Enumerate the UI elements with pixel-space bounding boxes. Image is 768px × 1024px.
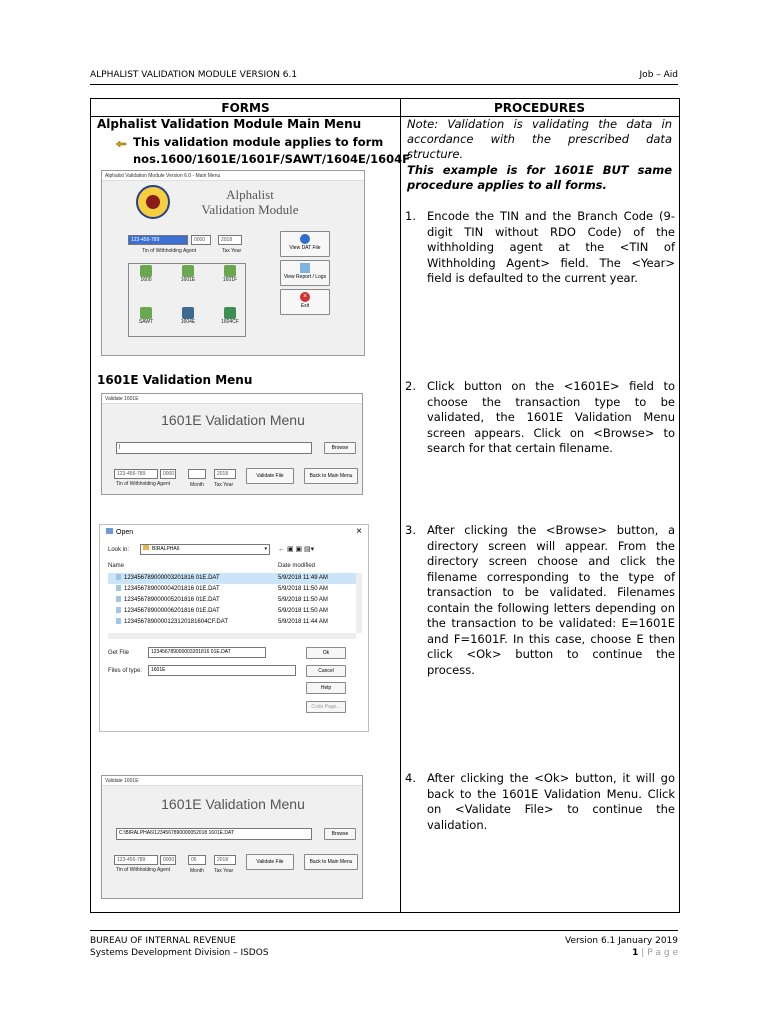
forms-column — [91, 117, 410, 912]
header-right: Job – Aid — [639, 70, 678, 80]
help-button[interactable]: Help — [306, 682, 346, 694]
validate1-heading: 1601E Validation Menu — [161, 412, 305, 428]
validate1-branch-field[interactable]: 0000 — [160, 469, 176, 479]
form-sawt-button[interactable] — [132, 307, 160, 331]
validate1-tin-field[interactable]: 123-456-789 — [114, 469, 158, 479]
form-1600-button[interactable] — [132, 265, 160, 289]
file-date: 5/9/2018 11:50 AM — [278, 597, 328, 603]
lookin-dropdown[interactable] — [140, 544, 270, 555]
example-note: This example is for 1601E BUT same procedure applies to all forms. — [407, 163, 672, 192]
file-name: 123456789000003201816 01E.DAT — [124, 575, 220, 581]
form-1601e-icon — [182, 265, 194, 277]
procedures-column-header: PROCEDURES — [400, 99, 679, 117]
bullet-text-1: This validation module applies to form — [133, 135, 384, 149]
step-4 — [405, 771, 675, 833]
form-1600-icon — [140, 265, 152, 277]
exit-label: Exit — [300, 303, 310, 309]
footer-row-1 — [90, 936, 678, 946]
horizontal-scrollbar[interactable] — [108, 633, 356, 639]
file-date: 5/9/2018 11:49 AM — [278, 575, 328, 581]
main-tin-field[interactable]: 123-456-789 — [128, 235, 188, 245]
chevron-down-icon: ▾ — [264, 546, 267, 552]
col-name-header[interactable]: Name — [108, 563, 125, 569]
nav-toolbar-icons[interactable]: ← ▣ ▣ ▤▾ — [278, 546, 315, 553]
file-list — [108, 573, 356, 628]
validate2-heading: 1601E Validation Menu — [161, 796, 305, 812]
validate2-validate-file-button[interactable]: Validate File — [246, 854, 294, 870]
view-report-button[interactable] — [280, 260, 330, 286]
step-1-number: 1. — [405, 209, 416, 223]
step-3-text: After clicking the <Browse> button, a directory screen will appear. From the directory screen choose and click the filename corresponding to the type of transaction to be validated. Filenames contain the following letters depending on the transaction to be validated: E=1601E and F=1601F. In this case, choose E then click <Ok> button to continue the process. — [427, 523, 675, 677]
main-menu-heading-1: Alphalist — [226, 187, 274, 202]
validate1-browse-button[interactable]: Browse — [324, 442, 356, 454]
file-name: 123456789000004201816 01E.DAT — [124, 586, 220, 592]
form-1601f-label: 1601F — [222, 277, 238, 283]
step-1 — [405, 209, 675, 287]
validate-menu-screenshot-2 — [101, 775, 363, 899]
validate1-window-title: Validate 1601E — [102, 394, 362, 404]
step-2 — [405, 379, 675, 457]
step-2-number: 2. — [405, 379, 416, 393]
bir-seal-logo — [136, 185, 170, 219]
main-tin-label: Tin of Withholding Agent — [142, 248, 197, 254]
validation-menu-title: 1601E Validation Menu — [97, 373, 253, 387]
validate1-month-field[interactable] — [188, 469, 206, 479]
file-icon — [116, 607, 121, 613]
getfile-field[interactable]: 123456789000003201816 01E.DAT — [148, 647, 266, 658]
form-1604cf-button[interactable] — [216, 307, 244, 331]
step-4-number: 4. — [405, 771, 416, 785]
bullet-text-2: nos.1600/1601E/1601F/SAWT/1604E/1604F — [133, 152, 410, 166]
header-rule — [90, 84, 678, 85]
footer-division: Systems Development Division – ISDOS — [90, 948, 269, 958]
open-folder-icon — [106, 528, 113, 534]
bullet-line-1 — [115, 135, 383, 149]
hand-pointer-icon — [115, 138, 127, 148]
file-date: 5/9/2018 11:50 AM — [278, 608, 328, 614]
main-year-field[interactable]: 2018 — [218, 235, 242, 245]
validate2-file-field[interactable]: C:\BIRALPHA6\1234567890000052018 1601E.DAT — [116, 828, 312, 840]
validate1-file-field[interactable]: | — [116, 442, 312, 454]
footer-row-2 — [90, 948, 678, 958]
validate2-window-title: Validate 1601E — [102, 776, 362, 786]
view-report-label: View Report / Logs — [283, 274, 327, 280]
validate2-month-label: Month — [190, 868, 204, 874]
filetype-dropdown[interactable]: 1601E — [148, 665, 296, 676]
form-1604cf-label: 1604CF — [221, 319, 239, 325]
validate2-tin-label: Tin of Withholding Agent — [116, 867, 171, 873]
codepage-button[interactable]: Code Page... — [306, 701, 346, 713]
file-icon — [116, 596, 121, 602]
file-row[interactable] — [108, 573, 356, 584]
main-branch-field[interactable]: 0000 — [191, 235, 211, 245]
validate2-year-label: Tax Year — [214, 868, 234, 874]
validate2-month-field[interactable]: 05 — [188, 855, 206, 865]
page-word: P a g e — [647, 948, 678, 958]
lookin-label: Look in: — [108, 547, 130, 553]
folder-icon — [143, 545, 149, 550]
form-1604e-button[interactable] — [174, 307, 202, 331]
file-icon — [116, 585, 121, 591]
step-2-text: Click button on the <1601E> field to choose the transaction type to be validated, the 1601E Validation Menu screen appears. Click on <Browse> to search for that certain filename. — [427, 379, 675, 455]
view-dat-file-button[interactable] — [280, 231, 330, 257]
file-date: 5/9/2018 11:44 AM — [278, 619, 328, 625]
form-sawt-label: SAWT — [138, 319, 154, 325]
ok-button[interactable]: Ok — [306, 647, 346, 659]
validate1-validate-file-button[interactable]: Validate File — [246, 468, 294, 484]
validate1-back-button[interactable]: Back to Main Menu — [304, 468, 358, 484]
exit-button[interactable] — [280, 289, 330, 315]
file-name: 1234567890000123120181604CF.DAT — [124, 619, 228, 625]
file-row[interactable] — [108, 617, 356, 628]
step-4-text: After clicking the <Ok> button, it will go back to the 1601E Validation Menu. Click on <Validate File> to continue the validation. — [427, 771, 675, 832]
form-1601f-icon — [224, 265, 236, 277]
forms-column-header: FORMS — [91, 99, 400, 117]
page-header — [90, 70, 678, 80]
validate2-tin-field[interactable]: 123-456-789 — [114, 855, 158, 865]
validate2-year-field[interactable]: 2018 — [214, 855, 236, 865]
footer-rule — [90, 930, 678, 931]
open-dialog-title-row — [106, 528, 133, 536]
validate1-month-label: Month — [190, 482, 204, 488]
main-menu-title: Alphalist Validation Module Main Menu — [97, 117, 362, 131]
page-number: 1 — [632, 948, 639, 958]
main-menu-window-title: Alphalist Validation Module Version 6.0 - Main Menu — [102, 171, 364, 181]
file-list-scrollbar[interactable] — [356, 573, 362, 633]
open-dialog-title: Open — [116, 529, 134, 536]
form-1604cf-icon — [224, 307, 236, 319]
form-1601f-button[interactable] — [216, 265, 244, 289]
form-1600-label: 1600 — [140, 277, 152, 283]
main-menu-heading-2: Validation Module — [201, 202, 299, 217]
validate-menu-screenshot-1 — [101, 393, 363, 495]
file-row[interactable] — [108, 606, 356, 617]
col-date-header[interactable]: Date modified — [278, 563, 316, 569]
header-title: ALPHALIST VALIDATION MODULE VERSION 6.1 — [90, 70, 298, 80]
file-date: 5/9/2018 11:50 AM — [278, 586, 328, 592]
file-icon — [116, 574, 121, 580]
procedures-column — [401, 117, 680, 912]
footer-version: Version 6.1 January 2019 — [564, 936, 678, 946]
footer-page: 1 | P a g e — [632, 948, 678, 958]
open-close-button[interactable]: × — [356, 526, 362, 537]
globe-icon — [300, 234, 310, 244]
main-year-label: Tax Year — [222, 248, 242, 254]
close-icon: × — [300, 292, 310, 302]
main-menu-screenshot — [101, 170, 365, 356]
form-sawt-icon — [140, 307, 152, 319]
form-1601e-label: 1601E — [180, 277, 196, 283]
view-dat-label: View DAT File — [289, 245, 321, 251]
file-name: 123456789000006201816 01E.DAT — [124, 608, 220, 614]
validate1-tin-label: Tin of Withholding Agent — [116, 481, 171, 487]
footer-org: BUREAU OF INTERNAL REVENUE — [90, 936, 236, 946]
form-1604e-icon — [182, 307, 194, 319]
open-dialog-screenshot — [99, 524, 369, 732]
filetype-label: Files of type: — [108, 668, 143, 674]
getfile-label: Get File — [108, 650, 130, 656]
lookin-value: BIRALPHA6 — [152, 546, 180, 552]
step-1-text: Encode the TIN and the Branch Code (9-digit TIN without RDO Code) of the withholding agent at the <TIN of Withholding Agent> field. The <Year> field is defaulted to the current year. — [427, 209, 675, 285]
file-icon — [116, 618, 121, 624]
file-row[interactable] — [108, 584, 356, 595]
validate1-year-label: Tax Year — [214, 482, 234, 488]
step-3 — [405, 523, 675, 678]
form-1604e-label: 1604E — [180, 319, 196, 325]
validation-note: Note: Validation is validating the data in accordance with the prescribed data structure. — [407, 117, 672, 161]
form-1601e-button[interactable] — [174, 265, 202, 289]
step-3-number: 3. — [405, 523, 416, 537]
file-name: 123456789000005201816 01E.DAT — [124, 597, 220, 603]
report-icon — [300, 263, 310, 273]
validate1-year-field[interactable]: 2018 — [214, 469, 236, 479]
cancel-button[interactable]: Cancel — [306, 665, 346, 677]
file-row[interactable] — [108, 595, 356, 606]
validate2-branch-field[interactable]: 0000 — [160, 855, 176, 865]
validate2-browse-button[interactable]: Browse — [324, 828, 356, 840]
job-aid-table — [90, 98, 680, 913]
validate2-back-button[interactable]: Back to Main Menu — [304, 854, 358, 870]
